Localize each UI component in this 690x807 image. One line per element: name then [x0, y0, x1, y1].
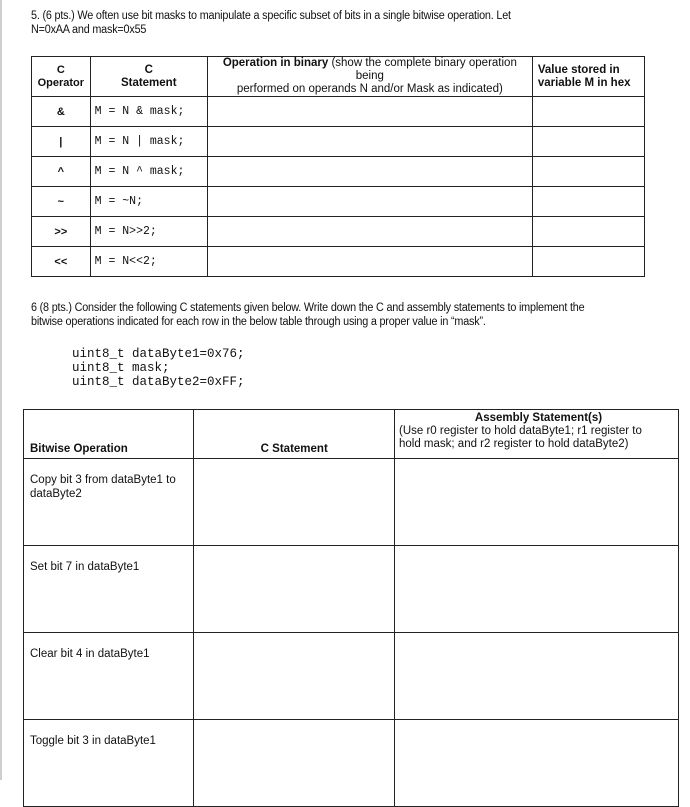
- bitmask-table: [31, 56, 645, 277]
- binary-answer-cell[interactable]: [207, 127, 532, 157]
- hex-answer-cell[interactable]: [532, 247, 644, 277]
- statement-cell: M = N>>2;: [90, 217, 207, 247]
- operation-cell: [24, 459, 194, 546]
- header-operator-bottom: Operator: [37, 76, 85, 89]
- statement-cell: M = N & mask;: [90, 97, 207, 127]
- assembly-answer-cell[interactable]: [395, 459, 679, 546]
- table-row: [24, 633, 679, 720]
- assembly-answer-cell[interactable]: [395, 633, 679, 720]
- c-statement-answer-cell[interactable]: [194, 546, 395, 633]
- question-5-line-1: 5. (6 pts.) We often use bit masks to manipulate a specific subset of bits in a single bitwise operation. Let: [31, 10, 511, 22]
- header-binary-bold: Operation in binary: [222, 57, 329, 69]
- operation-cell: [24, 633, 194, 720]
- header-bitwise-operation: Bitwise Operation: [24, 410, 194, 459]
- header-c-statement: C Statement: [194, 410, 395, 459]
- operation-cell: [24, 546, 194, 633]
- question-6-text: [31, 301, 633, 329]
- statement-cell: M = N | mask;: [90, 127, 207, 157]
- hex-answer-cell[interactable]: [532, 157, 644, 187]
- operation-cell: [24, 720, 194, 807]
- binary-answer-cell[interactable]: [207, 157, 532, 187]
- header-binary-rest-2: performed on operands N and/or Mask as indicated): [236, 83, 503, 95]
- table-row: [32, 187, 645, 217]
- header-value-hex: [532, 57, 644, 97]
- code-line: uint8_t dataByte2=0xFF;: [72, 375, 245, 389]
- code-line: uint8_t dataByte1=0x76;: [72, 347, 245, 361]
- header-binary-rest-1: (show the complete binary operation being: [331, 57, 517, 82]
- hex-answer-cell[interactable]: [532, 127, 644, 157]
- header-hex-line-2: variable M in hex: [537, 76, 631, 89]
- binary-answer-cell[interactable]: [207, 187, 532, 217]
- c-statement-answer-cell[interactable]: [194, 459, 395, 546]
- operator-cell: |: [32, 127, 91, 157]
- bitmask-table-header: [32, 57, 645, 97]
- question-6-line-2: bitwise operations indicated for each row in the below table through using a proper value in “mask”.: [31, 316, 486, 328]
- question-5-text: [31, 9, 557, 37]
- operation-text-line-2: dataByte2: [30, 488, 82, 500]
- table-row: [32, 97, 645, 127]
- table-row: [32, 127, 645, 157]
- header-assembly-note-2: hold mask; and r2 register to hold dataByte2): [399, 438, 629, 450]
- statement-cell: M = N ^ mask;: [90, 157, 207, 187]
- c-statement-answer-cell[interactable]: [194, 633, 395, 720]
- page-edge: [0, 0, 2, 780]
- header-operator-top: C: [56, 63, 65, 76]
- operator-cell: ^: [32, 157, 91, 187]
- header-statement-top: C: [144, 63, 153, 76]
- operation-text-line-1: Set bit 7 in dataByte1: [30, 561, 140, 573]
- code-block: [72, 347, 245, 389]
- statement-cell: M = N<<2;: [90, 247, 207, 277]
- assembly-answer-cell[interactable]: [395, 546, 679, 633]
- operator-cell: <<: [32, 247, 91, 277]
- binary-answer-cell[interactable]: [207, 217, 532, 247]
- hex-answer-cell[interactable]: [532, 217, 644, 247]
- bitwise-operations-table: [23, 409, 679, 807]
- binary-answer-cell[interactable]: [207, 97, 532, 127]
- header-assembly-note-1: (Use r0 register to hold dataByte1; r1 register to: [399, 425, 642, 437]
- table-row: [24, 546, 679, 633]
- c-statement-answer-cell[interactable]: [194, 720, 395, 807]
- operation-text-line-1: Copy bit 3 from dataByte1 to: [30, 474, 176, 486]
- binary-answer-cell[interactable]: [207, 247, 532, 277]
- header-assembly-title: Assembly Statement(s): [474, 412, 603, 424]
- hex-answer-cell[interactable]: [532, 97, 644, 127]
- operator-cell: >>: [32, 217, 91, 247]
- header-assembly-statements: [395, 410, 679, 459]
- header-operation-binary: [207, 57, 532, 97]
- header-hex-line-1: Value stored in: [537, 63, 620, 76]
- question-6-line-1: 6 (8 pts.) Consider the following C statements given below. Write down the C and assembly statements to implement the: [31, 302, 585, 314]
- code-line: uint8_t mask;: [72, 361, 170, 375]
- header-statement-bottom: Statement: [120, 76, 177, 89]
- table-row: [32, 157, 645, 187]
- operation-text-line-1: Clear bit 4 in dataByte1: [30, 648, 150, 660]
- assembly-answer-cell[interactable]: [395, 720, 679, 807]
- header-c-statement: [90, 57, 207, 97]
- statement-cell: M = ~N;: [90, 187, 207, 217]
- table-row: [24, 720, 679, 807]
- table-row: [24, 459, 679, 546]
- operator-cell: ~: [32, 187, 91, 217]
- bitwise-table-header: [24, 410, 679, 459]
- operator-cell: &: [32, 97, 91, 127]
- header-c-operator: [32, 57, 91, 97]
- hex-answer-cell[interactable]: [532, 187, 644, 217]
- table-row: [32, 247, 645, 277]
- question-5-line-2: N=0xAA and mask=0x55: [31, 24, 147, 36]
- operation-text-line-1: Toggle bit 3 in dataByte1: [30, 735, 156, 747]
- table-row: [32, 217, 645, 247]
